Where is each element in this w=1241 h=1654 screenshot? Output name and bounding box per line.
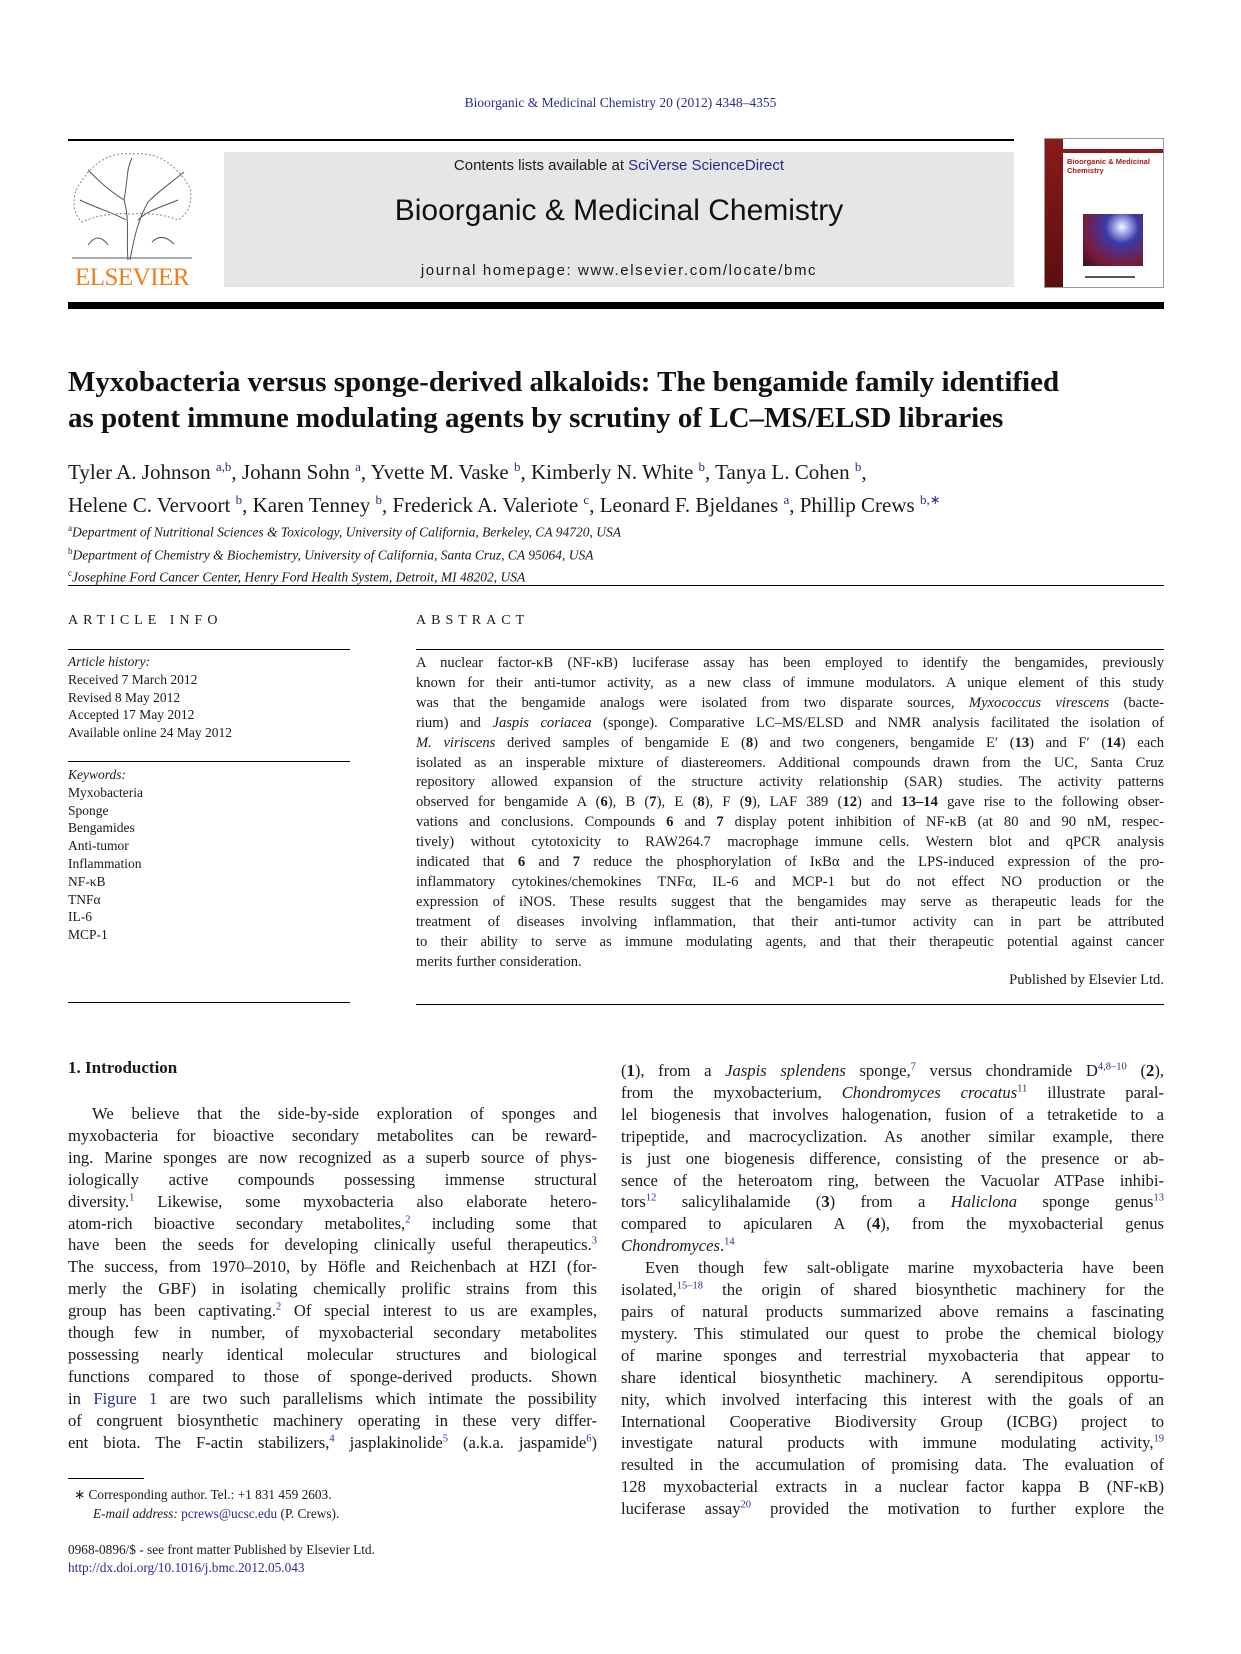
- compound-number: 4: [871, 1214, 881, 1234]
- citation-ref[interactable]: 3: [591, 1235, 597, 1247]
- text-line: [68, 1278, 597, 1300]
- text-line: [68, 1213, 597, 1235]
- text-run: ), from a: [634, 1061, 726, 1080]
- text-run: possessing nearly identical molecular structures and biological: [68, 1344, 597, 1364]
- text-run: sponge,: [845, 1061, 911, 1080]
- citation-ref[interactable]: 7: [910, 1061, 916, 1073]
- text-run: ) and: [857, 794, 902, 811]
- sciencedirect-link[interactable]: SciVerse ScienceDirect: [628, 157, 785, 174]
- text-line: [621, 1191, 1164, 1213]
- citation-ref[interactable]: 1: [129, 1192, 135, 1204]
- text-run: sence of the heteroatom ring, between the Vacuolar ATPase inhibi-: [621, 1170, 1164, 1190]
- keyword: IL-6: [68, 909, 92, 925]
- affiliation-list: [68, 519, 621, 587]
- text-run: provided the motivation to further explore the: [751, 1499, 1165, 1519]
- citation-ref[interactable]: 4,8–10: [1097, 1061, 1127, 1073]
- affiliation-marker[interactable]: a: [355, 459, 361, 474]
- text-run: myxobacteria for bioactive secondary metabolites can be reward-: [68, 1125, 597, 1145]
- tree-icon: [68, 150, 196, 262]
- cover-title: Bioorganic & Medicinal Chemistry: [1067, 157, 1150, 175]
- compound-number: 7: [572, 854, 581, 871]
- text-run: tripeptide, and macrocyclization. As another similar example, there: [621, 1126, 1164, 1146]
- text-run: The success, from 1970–2010, by Höfle and Reichenbach at HZI (for-: [68, 1257, 597, 1277]
- text-line: [68, 1256, 597, 1278]
- text-run: International Cooperative Biodiversity Group (ICBG) project to: [621, 1411, 1164, 1431]
- email-note: [68, 1504, 339, 1523]
- journal-homepage[interactable]: journal homepage: www.elsevier.com/locate/bmc: [420, 262, 818, 279]
- email-suffix: (P. Crews).: [277, 1506, 340, 1521]
- keyword-list: [68, 784, 143, 944]
- affiliation-marker[interactable]: b: [854, 459, 862, 474]
- corresponding-author-note: ∗ Corresponding author. Tel.: +1 831 459 2603.: [74, 1487, 332, 1502]
- text-line: [416, 754, 1164, 774]
- affiliation-text: Josephine Ford Cancer Center, Henry Ford Health System, Detroit, MI 48202, USA: [72, 569, 526, 585]
- text-run: isolated,: [621, 1280, 677, 1300]
- text-line: [68, 1410, 597, 1432]
- body-column-right: [621, 1060, 1164, 1520]
- text-run: (a.k.a. jaspamide: [447, 1432, 587, 1452]
- history-item: Accepted 17 May 2012: [68, 707, 195, 723]
- text-line: [68, 1344, 597, 1366]
- author-line: Tyler A. Johnson $^{a,b}$, Johann Sohn $^a$, Yvette M. Vaske $^b$, Kimberly N. White $^b$, Tanya L. Cohen $^b$,: [68, 459, 867, 484]
- author-name: Helene C. Vervoort: [68, 493, 231, 517]
- article-history: [68, 653, 232, 742]
- text-line: [416, 654, 1164, 674]
- text-run: Likewise, some myxobacteria also elaborate hetero-: [134, 1191, 597, 1211]
- keywords-label: Keywords:: [68, 767, 126, 782]
- text-run: merly the GBF) in isolating chemically prolific strains from this: [68, 1279, 597, 1299]
- text-run: isolated as an insperable mixture of diastereomers. Additional compounds drawn from the UC, Santa Cruz: [416, 754, 1164, 771]
- italic-term: Jaspis splendens: [725, 1061, 846, 1080]
- author-name: Karen Tenney: [252, 493, 371, 517]
- text-run: ) and F′ (: [1029, 734, 1107, 751]
- keyword: Bengamides: [68, 820, 135, 836]
- compound-number: 7: [716, 814, 724, 831]
- text-run: sponge genus: [1017, 1192, 1154, 1212]
- text-run: observed for bengamide A (: [416, 794, 601, 811]
- divider: [68, 1002, 350, 1003]
- text-run: ) each: [1120, 734, 1164, 751]
- text-run: ) and two congeners, bengamide E′ (: [753, 734, 1015, 751]
- text-run: of congruent biosynthetic machinery operating in these very differ-: [68, 1410, 597, 1430]
- footnote-rule: [68, 1478, 144, 1479]
- text-run: are two such parallelisms which intimate the possibility: [157, 1388, 597, 1408]
- text-run: merits further consideration.: [416, 953, 582, 970]
- text-line: [416, 714, 1164, 734]
- affiliation-key: a: [68, 523, 72, 533]
- text-line: [416, 913, 1164, 933]
- text-run: reduce the phosphorylation of IκBα and the LPS-induced expression of the pro-: [580, 854, 1165, 871]
- contents-line: [224, 157, 1014, 174]
- italic-term: Chondromyces: [621, 1236, 720, 1256]
- text-run: ), LAF 389 (: [751, 794, 843, 811]
- keyword: Anti-tumor: [68, 838, 129, 854]
- citation-ref[interactable]: 2: [276, 1301, 282, 1313]
- divider: [68, 761, 350, 762]
- masthead-thick-rule: [68, 302, 1164, 309]
- compound-number: 1: [626, 1061, 635, 1080]
- text-run: and: [525, 854, 573, 871]
- text-line: [416, 873, 1164, 893]
- footnotes: [68, 1485, 339, 1523]
- citation-ref[interactable]: 6: [586, 1433, 592, 1445]
- text-line: [621, 1411, 1164, 1433]
- compound-number: 12: [842, 794, 857, 811]
- text-run: of marine sponges and terrestrial myxobacteria that appear to: [621, 1345, 1164, 1365]
- text-run: tors: [621, 1192, 646, 1212]
- published-by: Published by Elsevier Ltd.: [1009, 972, 1164, 988]
- keyword: TNFα: [68, 891, 101, 907]
- text-line: [621, 1170, 1164, 1192]
- citation-ref[interactable]: 15–18: [676, 1280, 704, 1292]
- journal-name: Bioorganic & Medicinal Chemistry: [394, 194, 844, 227]
- author-name: Tyler A. Johnson: [68, 460, 211, 484]
- text-run: nity, which involved interfacing this interest with the goals of an: [621, 1389, 1164, 1409]
- text-line: [68, 1322, 597, 1344]
- email-label: E-mail address:: [93, 1506, 182, 1521]
- affiliation-marker[interactable]: a,b: [215, 459, 232, 474]
- affiliation: [68, 564, 621, 587]
- text-line: [68, 1191, 597, 1213]
- citation-ref[interactable]: 2: [405, 1214, 411, 1225]
- divider: [416, 1004, 1164, 1005]
- affiliation-marker[interactable]: b: [698, 459, 706, 474]
- text-line: [621, 1498, 1164, 1520]
- text-run: investigate natural products with immune modulating activity,: [621, 1433, 1154, 1453]
- text-run: have been the seeds for developing clinically useful therapeutics.: [68, 1235, 592, 1255]
- text-run: derived samples of bengamide E (: [495, 734, 746, 751]
- author-name: Yvette M. Vaske: [370, 460, 509, 484]
- text-run: (sponge). Comparative LC–MS/ELSD and NMR analysis facilitated the isolation of: [591, 714, 1164, 731]
- text-run: resulted in the accumulation of promising data. The evaluation of: [621, 1455, 1164, 1475]
- text-line: [68, 1125, 597, 1147]
- elsevier-logo[interactable]: [68, 150, 196, 292]
- author-list: [68, 453, 941, 519]
- cover-illustration: [1083, 214, 1143, 266]
- affiliation-marker[interactable]: a: [783, 492, 790, 507]
- text-run: in: [68, 1388, 94, 1408]
- text-line: [621, 1345, 1164, 1367]
- italic-term: Haliclona: [950, 1192, 1018, 1212]
- text-line: [621, 1432, 1164, 1454]
- text-line: [621, 1104, 1164, 1126]
- text-run: (: [621, 1061, 627, 1080]
- text-line: [621, 1454, 1164, 1476]
- cover-footer: [1085, 276, 1135, 278]
- citation-ref[interactable]: 14: [724, 1236, 735, 1248]
- text-run: though few in number, of myxobacterial secondary metabolites: [68, 1323, 597, 1343]
- text-line: [621, 1367, 1164, 1389]
- running-header[interactable]: Bioorganic & Medicinal Chemistry 20 (2012) 4348–4355: [464, 95, 777, 110]
- text-run: vations and conclusions. Compounds: [416, 814, 667, 831]
- affiliation-marker[interactable]: b: [513, 459, 521, 474]
- text-run: and: [673, 814, 717, 831]
- italic-term: Jaspis coriacea: [492, 714, 592, 731]
- citation-ref[interactable]: 5: [442, 1433, 448, 1445]
- text-line: [416, 933, 1164, 953]
- text-run: 128 myxobacterial extracts in a nuclear factor kappa B (NF-κB): [621, 1477, 1164, 1497]
- text-run: A nuclear factor-κB (NF-κB) luciferase assay has been employed to identify the bengamides, previously: [416, 655, 1164, 671]
- affiliation-marker[interactable]: b,∗: [919, 492, 941, 507]
- doi-link[interactable]: http://dx.doi.org/10.1016/j.bmc.2012.05.043: [68, 1560, 305, 1575]
- header-rule: [68, 139, 1014, 141]
- affiliation-marker[interactable]: b: [235, 492, 243, 507]
- text-line: [68, 1169, 597, 1191]
- text-line: [68, 1147, 597, 1169]
- compound-number: 14: [1106, 734, 1121, 751]
- history-item: Revised 8 May 2012: [68, 689, 181, 705]
- abstract-body: [416, 654, 1164, 973]
- elsevier-wordmark: ELSEVIER: [74, 264, 190, 291]
- text-run: ent biota. The F-actin stabilizers,: [68, 1432, 330, 1452]
- author-line: Helene C. Vervoort $^b$, Karen Tenney $^b$, Frederick A. Valeriote $^c$, Leonard F. Bjeldanes $^a$, Phillip Crews $^{b,∗}$: [68, 492, 941, 517]
- text-run: (: [1126, 1061, 1147, 1080]
- text-line: [416, 773, 1164, 793]
- text-line: [621, 1126, 1164, 1148]
- keywords: [68, 766, 143, 944]
- divider: [68, 649, 350, 650]
- text-run: ), from the myxobacterial genus: [880, 1214, 1164, 1234]
- text-run: atom-rich bioactive secondary metabolites,: [68, 1213, 406, 1233]
- text-line: [416, 674, 1164, 694]
- author-name: Phillip Crews: [799, 493, 915, 517]
- text-run: illustrate paral-: [1027, 1082, 1164, 1102]
- text-run: was that the bengamide analogs were isolated from two disparate sources,: [416, 694, 969, 711]
- affiliation-marker[interactable]: c: [583, 492, 590, 507]
- author-name: Tanya L. Cohen: [715, 460, 850, 484]
- author-name: Frederick A. Valeriote: [392, 493, 579, 517]
- text-line: [621, 1235, 1164, 1257]
- keyword: Sponge: [68, 802, 109, 818]
- text-run: to their ability to serve as immune modulating agents, and that their therapeutic potential against cancer: [416, 933, 1164, 950]
- affiliation: [68, 542, 621, 565]
- history-list: [68, 671, 232, 742]
- text-line: [621, 1323, 1164, 1345]
- text-line: [621, 1213, 1164, 1235]
- text-run: diversity.: [68, 1191, 130, 1211]
- author-name: Leonard F. Bjeldanes: [599, 493, 779, 517]
- citation-ref[interactable]: 13: [1153, 1192, 1164, 1204]
- text-line: [416, 694, 1164, 714]
- citation-ref[interactable]: 19: [1153, 1433, 1164, 1445]
- text-line: [416, 953, 1164, 973]
- text-run: versus chondramide D: [915, 1061, 1098, 1080]
- compound-number: 6: [517, 854, 526, 871]
- text-run: ): [591, 1432, 597, 1452]
- text-line: [621, 1082, 1164, 1104]
- text-run: inflammatory cytokines/chemokines TNFα, IL-6 and MCP-1 but do not effect NO production or the: [416, 873, 1164, 890]
- author-name: Johann Sohn: [241, 460, 350, 484]
- affiliation-marker[interactable]: b: [375, 492, 383, 507]
- cover-band: [1045, 139, 1063, 287]
- text-line: [68, 1366, 597, 1388]
- compound-number: 7: [649, 794, 657, 811]
- text-run: ) from a: [829, 1192, 951, 1212]
- text-run: group has been captivating.: [68, 1301, 276, 1321]
- text-run: ), B (: [607, 794, 650, 811]
- abstract-heading: ABSTRACT: [416, 613, 530, 628]
- text-run: lel biogenesis that involves halogenation, fusion of a tetraketide to a: [621, 1104, 1164, 1124]
- citation-ref[interactable]: 12: [645, 1192, 657, 1204]
- figure-link[interactable]: Figure 1: [93, 1388, 158, 1408]
- affiliation-key: c: [68, 568, 72, 578]
- compound-number: 6: [666, 814, 674, 831]
- issn-info: [68, 1541, 375, 1577]
- text-line: [621, 1148, 1164, 1170]
- text-run: including some that: [410, 1213, 597, 1233]
- journal-cover-image[interactable]: [1044, 138, 1164, 288]
- divider: [68, 585, 1164, 586]
- keyword: Inflammation: [68, 855, 142, 871]
- italic-term: M. viriscens: [416, 734, 496, 751]
- text-run: pairs of natural products summarized above remains a fascinating: [621, 1301, 1164, 1321]
- text-line: [68, 1388, 597, 1410]
- affiliation-text: Department of Nutritional Sciences & Toxicology, University of California, Berkeley, CA 94720, USA: [72, 524, 621, 540]
- text-line: [621, 1257, 1164, 1279]
- email-link[interactable]: pcrews@ucsc.edu: [181, 1506, 278, 1521]
- journal-masthead: [224, 152, 1014, 287]
- text-run: ), F (: [704, 794, 745, 811]
- text-run: (bacte-: [1109, 694, 1164, 711]
- text-run: the origin of shared biosynthetic machinery for the: [703, 1280, 1164, 1300]
- text-run: Of special interest to us are examples,: [281, 1301, 597, 1321]
- citation-ref[interactable]: 20: [740, 1499, 752, 1511]
- text-run: We believe that the side-by-side exploration of sponges and: [92, 1104, 597, 1123]
- section-heading-introduction: 1. Introduction: [68, 1058, 178, 1077]
- text-run: iologically active compounds possessing immense structural: [68, 1169, 597, 1189]
- text-run: .: [719, 1236, 725, 1256]
- text-line: [68, 1300, 597, 1322]
- italic-term: Myxococcus virescens: [968, 694, 1110, 711]
- keyword: NF-κB: [68, 873, 106, 889]
- text-line: [68, 1234, 597, 1256]
- compound-number: 3: [821, 1192, 830, 1212]
- text-line: [416, 893, 1164, 913]
- affiliation-key: b: [68, 545, 73, 556]
- contents-prefix: Contents lists available at: [453, 157, 629, 174]
- text-line: [68, 1432, 597, 1454]
- author-name: Kimberly N. White: [530, 460, 694, 484]
- text-run: share identical biosynthetic machinery. A serendipitous opportu-: [621, 1367, 1164, 1387]
- text-run: known for their anti-tumor activity, as a new class of immune modulators. A unique element of this study: [416, 674, 1164, 691]
- text-line: [621, 1476, 1164, 1498]
- compound-number: 9: [744, 794, 752, 811]
- article-info-heading: ARTICLE INFO: [68, 613, 223, 628]
- text-run: indicated that: [416, 854, 518, 871]
- text-run: rium) and: [416, 714, 493, 731]
- text-line: [416, 793, 1164, 813]
- history-item: Available online 24 May 2012: [68, 725, 232, 741]
- body-column-left: [68, 1103, 597, 1454]
- text-line: [68, 1103, 597, 1125]
- italic-term: Chondromyces crocatus: [841, 1082, 1018, 1102]
- text-line: [621, 1301, 1164, 1323]
- text-run: expression of iNOS. These results suggest that the bengamides may serve as therapeutic leads for the: [416, 893, 1164, 910]
- text-line: [621, 1389, 1164, 1411]
- text-run: from the myxobacterium,: [621, 1082, 842, 1102]
- text-run: repository allowed expansion of the structure activity relationship (SAR) studies. The activity patterns: [416, 774, 1164, 791]
- compound-number: 6: [600, 794, 608, 811]
- issn-line: 0968-0896/$ - see front matter Published by Elsevier Ltd.: [68, 1542, 375, 1557]
- text-run: ing. Marine sponges are now recognized as a superb source of phys-: [68, 1147, 597, 1167]
- title-line: Myxobacteria versus sponge-derived alkaloids: The bengamide family identified: [68, 366, 1060, 398]
- divider: [416, 649, 1164, 650]
- text-run: tively) without cytotoxicity to RAW264.7 macrophage immune cells. Western blot and qPCR analysis: [416, 834, 1164, 851]
- text-run: functions compared to those of sponge-derived products. Shown: [68, 1366, 597, 1386]
- keyword: Myxobacteria: [68, 784, 143, 800]
- citation-ref[interactable]: 11: [1017, 1083, 1028, 1095]
- text-line: [621, 1060, 1164, 1082]
- text-run: gave rise to the following obser-: [937, 794, 1164, 811]
- history-label: Article history:: [68, 654, 151, 669]
- text-line: [621, 1279, 1164, 1301]
- text-line: [416, 734, 1164, 754]
- compound-number: 13: [1014, 734, 1030, 751]
- text-run: luciferase assay: [621, 1499, 741, 1519]
- compound-number: 2: [1146, 1061, 1155, 1080]
- text-run: display potent inhibition of NF-κB (at 80 and 90 nM, respec-: [723, 814, 1165, 831]
- history-item: Received 7 March 2012: [68, 671, 198, 687]
- text-run: salicylihalamide (: [656, 1192, 822, 1212]
- text-run: mystery. This stimulated our quest to probe the chemical biology: [621, 1323, 1164, 1343]
- compound-number: 8: [745, 734, 754, 751]
- text-line: [416, 833, 1164, 853]
- cover-stripe: [1063, 149, 1163, 153]
- affiliation-text: Department of Chemistry & Biochemistry, University of California, Santa Cruz, CA 95064, USA: [72, 547, 594, 562]
- text-line: [416, 853, 1164, 873]
- citation-ref[interactable]: 4: [329, 1433, 335, 1445]
- text-run: is just one biogenesis difference, consisting of the presence or ab-: [621, 1148, 1164, 1168]
- compound-number: 13–14: [901, 794, 938, 811]
- text-run: compared to apicularen A (: [621, 1214, 872, 1234]
- keyword: MCP-1: [68, 927, 108, 943]
- title-line: as potent immune modulating agents by scrutiny of LC–MS/ELSD libraries: [68, 402, 1004, 434]
- text-run: Even though few salt-obligate marine myxobacteria have been: [645, 1258, 1164, 1278]
- text-run: ),: [1154, 1061, 1164, 1080]
- text-run: treatment of diseases involving inflammation, that their anti-tumor activity can in part be attributed: [416, 913, 1164, 930]
- article-title: [68, 364, 1059, 436]
- affiliation: [68, 519, 621, 542]
- text-line: [416, 813, 1164, 833]
- compound-number: 8: [697, 794, 705, 811]
- text-run: ), E (: [656, 794, 698, 811]
- text-run: jasplakinolide: [334, 1432, 443, 1452]
